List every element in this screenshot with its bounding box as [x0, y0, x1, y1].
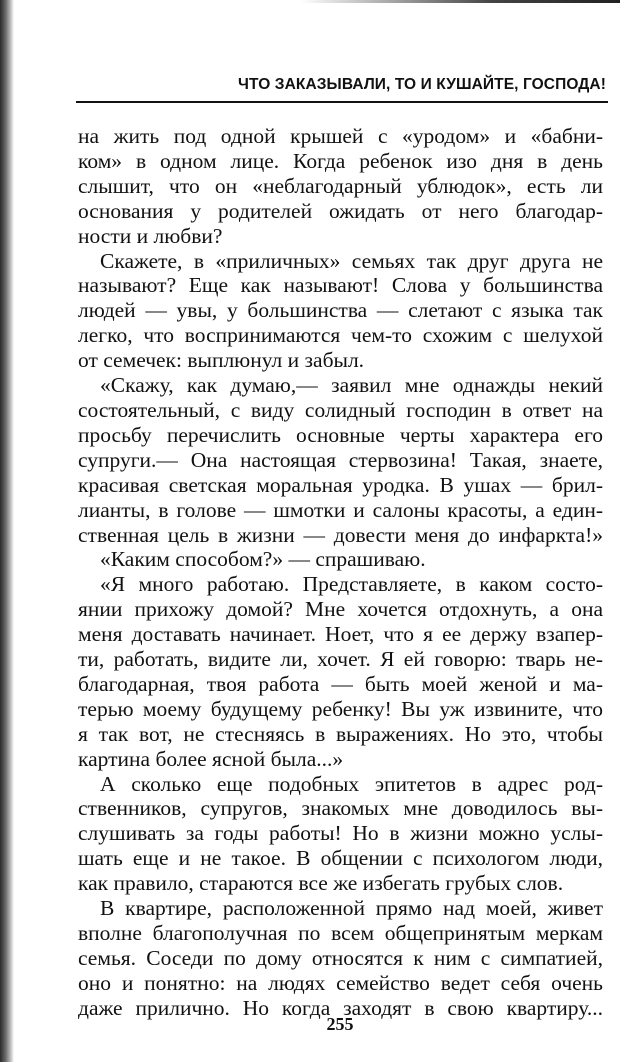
- header-rule: [76, 101, 608, 103]
- text-line: семья. Соседи по дому относятся к ним с симпатией,: [78, 945, 603, 970]
- text-line: картина более ясной была...»: [78, 746, 344, 771]
- text-line: я так вот, не стесняясь в выражениях. Но это, чтобы: [78, 721, 603, 746]
- text-line: В квартире, расположенной прямо над моей, живет: [100, 896, 603, 921]
- text-line: благодарная, твоя работа — быть моей женой и ма-: [78, 671, 603, 696]
- text-line: А сколько еще подобных эпитетов в адрес род-: [100, 771, 603, 796]
- text-line: ственная цель в жизни — довести меня до инфаркта!»: [78, 522, 603, 547]
- text-line: меня доставать начинает. Ноет, что я ее держу взапер-: [78, 622, 603, 647]
- text-line: даже прилично. Но когда заходят в свою квартиру...: [78, 995, 603, 1020]
- text-line: янии прихожу домой? Мне хочется отдохнуть, а она: [78, 597, 603, 622]
- text-line: состоятельный, с виду солидный господин в ответ на: [78, 397, 603, 422]
- text-line: как правило, стараются все же избегать грубых слов.: [78, 871, 564, 896]
- page-top-edge: [300, 0, 620, 3]
- text-line: людей — увы, у большинства — слетают с языка так: [78, 298, 603, 323]
- body-text: [78, 124, 603, 1021]
- text-line: оно и понятно: на людях семейство ведет себя очень: [78, 970, 603, 995]
- text-line: Скажете, в «приличных» семьях так друг друга не: [100, 248, 603, 273]
- text-line: «Я много работаю. Представляете, в каком состо-: [100, 572, 603, 597]
- text-line: ти, работать, видите ли, хочет. Я ей говорю: тварь не-: [78, 647, 603, 672]
- text-line: ком» в одном лице. Когда ребенок изо дня в день: [78, 148, 603, 173]
- text-line: слышит, что он «неблагодарный ублюдок», есть ли: [78, 173, 603, 198]
- text-line: шать еще и не такое. В общении с психологом люди,: [78, 846, 603, 871]
- text-line: просьбу перечислить основные черты характера его: [78, 422, 603, 447]
- text-line: от семечек: выплюнул и забыл.: [78, 348, 365, 373]
- text-line: вполне благополучная по всем общепринятым меркам: [78, 921, 603, 945]
- text-line: легко, что воспринимаются чем-то схожим с шелухой: [78, 323, 603, 348]
- book-spine-shadow: [0, 0, 14, 1062]
- text-line: слушивать за годы работы! Но в жизни можно услы-: [78, 821, 603, 846]
- text-line: лианты, в голове — шмотки и салоны красоты, а един-: [78, 497, 603, 522]
- text-line: на жить под одной крышей с «уродом» и «бабни-: [78, 124, 603, 148]
- text-line: основания у родителей ожидать от него благодар-: [78, 198, 603, 223]
- text-line: ственников, супругов, знакомых мне доводилось вы-: [78, 796, 603, 821]
- text-line: называют? Еще как называют! Слова у большинства: [78, 273, 603, 298]
- text-line: терью моему будущему ребенку! Вы уж извините, что: [78, 696, 603, 721]
- page-number: 255: [326, 1014, 354, 1034]
- text-line: «Скажу, как думаю,— заявил мне однажды некий: [100, 373, 603, 398]
- running-head: ЧТО ЗАКАЗЫВАЛИ, ТО И КУШАЙТЕ, ГОСПОДА!: [238, 76, 606, 93]
- text-line: ности и любви?: [78, 223, 223, 248]
- text-line: красивая светская моральная уродка. В ушах — брил-: [78, 472, 603, 497]
- text-line: супруги.— Она настоящая стервозина! Такая, знаете,: [78, 447, 603, 472]
- text-line: «Каким способом?» — спрашиваю.: [100, 547, 426, 572]
